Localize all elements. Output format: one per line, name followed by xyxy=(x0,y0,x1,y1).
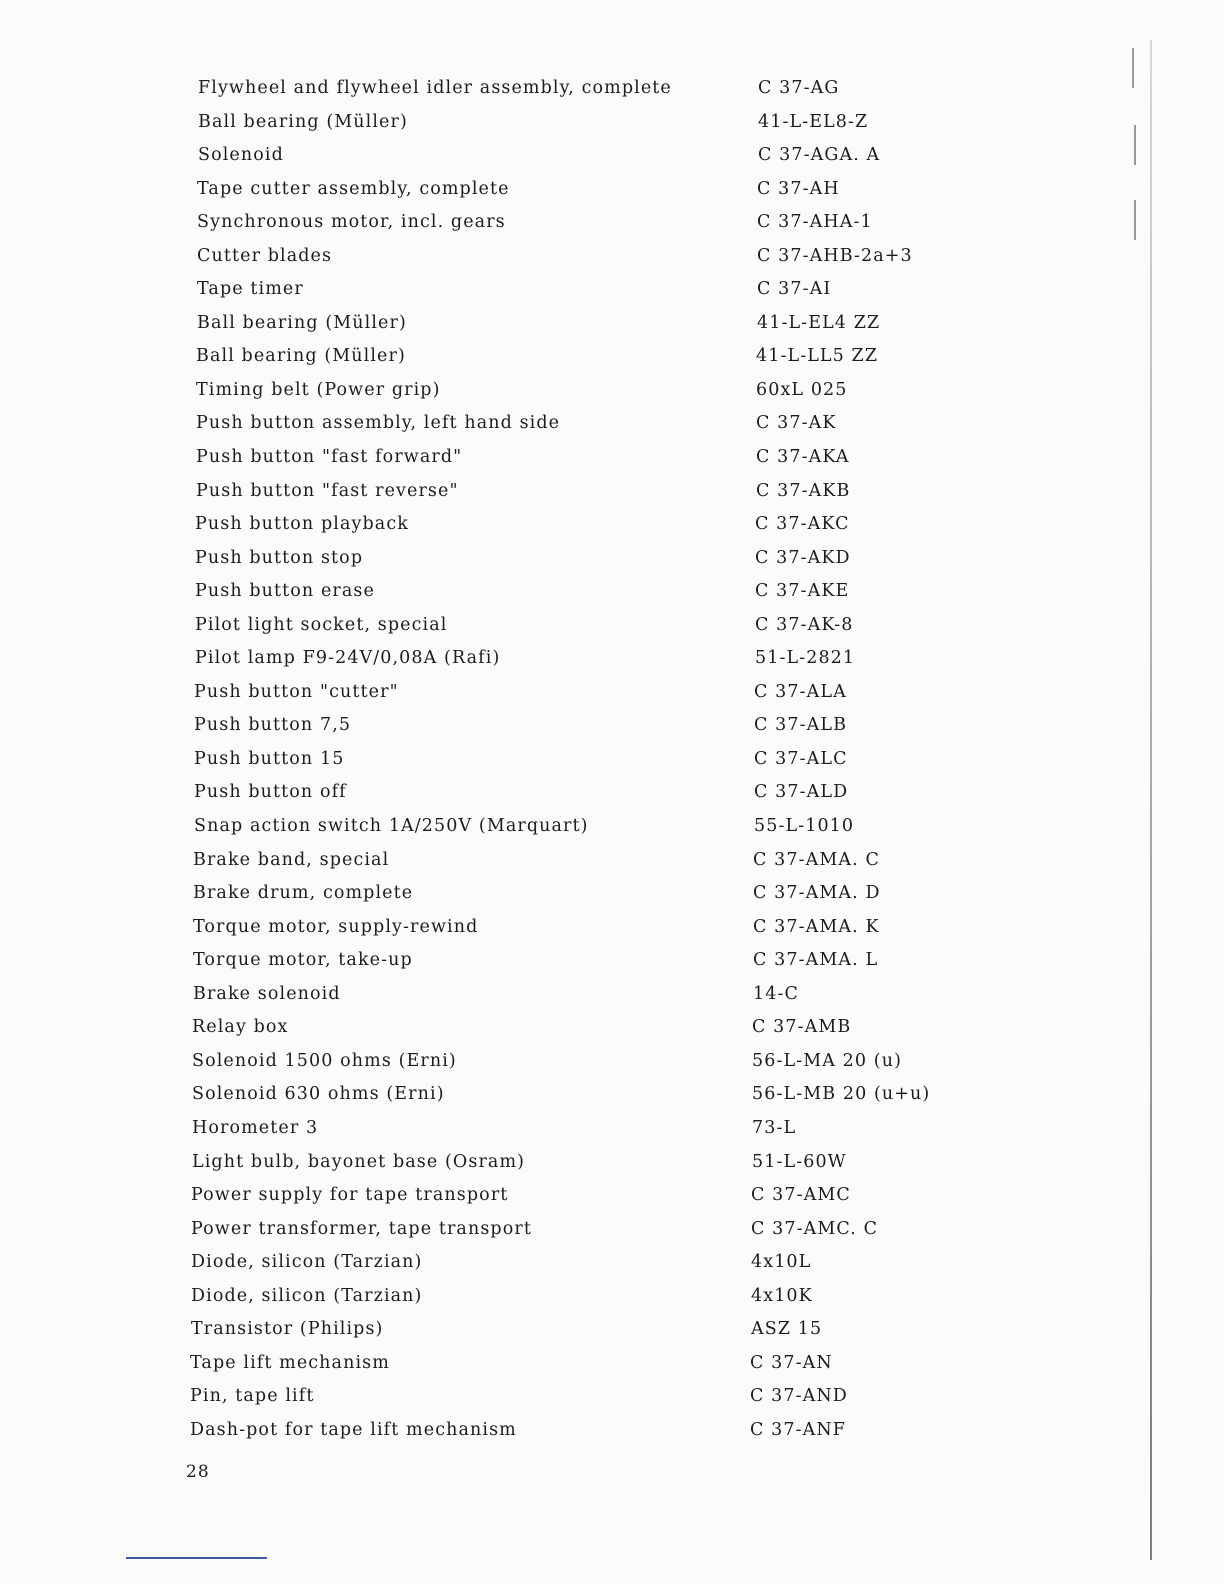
part-description: Snap action switch 1A/250V (Marquart) xyxy=(194,816,589,837)
parts-row xyxy=(192,1146,948,1180)
scan-edge-mark xyxy=(1134,200,1136,240)
parts-row xyxy=(194,776,948,810)
parts-row xyxy=(190,1347,948,1381)
parts-row xyxy=(198,139,948,173)
parts-row xyxy=(193,877,948,911)
part-code: ASZ 15 xyxy=(751,1319,823,1340)
part-code: C 37-AK xyxy=(756,413,837,434)
part-code: C 37-AHB-2a+3 xyxy=(757,245,913,266)
parts-row xyxy=(191,1313,948,1347)
parts-row xyxy=(196,374,948,408)
part-description: Push button playback xyxy=(195,514,409,535)
scan-edge-mark xyxy=(1132,48,1134,88)
part-description: Push button off xyxy=(194,782,347,803)
parts-row xyxy=(192,1112,948,1146)
part-code: 56-L-MA 20 (u) xyxy=(752,1050,902,1071)
parts-row xyxy=(190,1380,948,1414)
parts-row xyxy=(196,475,948,509)
part-description: Push button assembly, left hand side xyxy=(196,413,561,434)
parts-row xyxy=(195,642,948,676)
part-description: Dash-pot for tape lift mechanism xyxy=(190,1419,517,1440)
part-code: C 37-AKD xyxy=(755,547,851,568)
part-description: Solenoid xyxy=(198,145,284,166)
part-description: Flywheel and flywheel idler assembly, complete xyxy=(198,78,672,98)
parts-row xyxy=(196,340,948,374)
part-code: 41-L-LL5 ZZ xyxy=(756,346,879,367)
part-code: C 37-ALD xyxy=(754,782,849,803)
part-code: C 37-AMC. C xyxy=(751,1218,879,1239)
parts-row xyxy=(194,676,948,710)
part-description: Ball bearing (Müller) xyxy=(196,346,406,367)
part-code: 41-L-EL4 ZZ xyxy=(757,312,881,333)
part-code: 55-L-1010 xyxy=(754,816,855,837)
parts-row xyxy=(195,609,948,643)
part-code: 51-L-60W xyxy=(752,1151,847,1172)
part-description: Brake band, special xyxy=(193,849,390,870)
parts-row xyxy=(195,508,948,542)
part-description: Relay box xyxy=(192,1017,289,1038)
part-description: Brake solenoid xyxy=(193,983,341,1004)
part-description: Power transformer, tape transport xyxy=(191,1218,532,1239)
part-code: 4x10K xyxy=(751,1285,813,1306)
parts-list xyxy=(188,72,948,1447)
part-description: Cutter blades xyxy=(197,245,333,266)
parts-row xyxy=(197,307,948,341)
part-code: C 37-AMA. D xyxy=(753,883,881,904)
parts-row xyxy=(191,1213,948,1247)
scan-edge-line xyxy=(1150,40,1152,1560)
part-code: C 37-AG xyxy=(758,78,840,98)
part-description: Diode, silicon (Tarzian) xyxy=(191,1285,423,1306)
part-code: C 37-AMA. C xyxy=(753,849,880,870)
part-code: C 37-ALB xyxy=(754,715,848,736)
part-code: C 37-ALA xyxy=(754,681,847,702)
part-description: Ball bearing (Müller) xyxy=(198,111,408,132)
parts-row xyxy=(192,1045,948,1079)
part-description: Brake drum, complete xyxy=(193,883,414,904)
part-code: C 37-AMB xyxy=(752,1017,852,1038)
parts-row xyxy=(193,944,948,978)
part-code: C 37-AK-8 xyxy=(755,614,854,635)
parts-row xyxy=(196,407,948,441)
parts-row xyxy=(193,844,948,878)
part-code: C 37-AI xyxy=(757,279,832,300)
parts-row xyxy=(194,810,948,844)
part-code: 56-L-MB 20 (u+u) xyxy=(752,1084,931,1105)
part-code: 73-L xyxy=(752,1117,797,1138)
parts-row xyxy=(194,743,948,777)
footer-underline xyxy=(126,1557,267,1559)
part-code: 14-C xyxy=(753,983,799,1004)
part-description: Transistor (Philips) xyxy=(191,1319,384,1340)
part-description: Pilot lamp F9-24V/0,08A (Rafi) xyxy=(195,648,501,669)
parts-row xyxy=(197,173,948,207)
part-description: Horometer 3 xyxy=(192,1117,319,1138)
parts-row xyxy=(192,1011,948,1045)
part-code: C 37-AKA xyxy=(756,447,850,468)
part-description: Push button "cutter" xyxy=(194,681,399,702)
part-code: 60xL 025 xyxy=(756,379,848,400)
parts-row xyxy=(195,575,948,609)
part-code: 4x10L xyxy=(751,1252,812,1273)
parts-row xyxy=(198,106,948,140)
parts-row xyxy=(197,206,948,240)
part-description: Torque motor, supply-rewind xyxy=(193,916,479,937)
part-code: C 37-AKB xyxy=(756,480,851,501)
part-description: Push button 7,5 xyxy=(194,715,352,736)
parts-row xyxy=(193,978,948,1012)
part-description: Push button erase xyxy=(195,581,375,602)
part-code: 41-L-EL8-Z xyxy=(758,111,869,132)
parts-row xyxy=(194,709,948,743)
part-code: C 37-ANF xyxy=(750,1419,847,1440)
part-description: Push button stop xyxy=(195,547,364,568)
parts-row xyxy=(191,1246,948,1280)
parts-row xyxy=(191,1179,948,1213)
part-code: C 37-AGA. A xyxy=(758,145,881,166)
part-code: C 37-AMA. L xyxy=(753,950,879,971)
part-description: Tape timer xyxy=(197,279,304,300)
part-code: C 37-AKC xyxy=(755,514,850,535)
part-code: C 37-ALC xyxy=(754,748,848,769)
part-description: Pilot light socket, special xyxy=(195,614,448,635)
part-description: Timing belt (Power grip) xyxy=(196,379,441,400)
part-description: Push button "fast reverse" xyxy=(196,480,459,501)
part-description: Torque motor, take-up xyxy=(193,950,413,971)
part-description: Synchronous motor, incl. gears xyxy=(197,212,506,233)
parts-row xyxy=(196,441,948,475)
part-description: Power supply for tape transport xyxy=(191,1185,509,1206)
part-description: Pin, tape lift xyxy=(190,1386,315,1407)
part-description: Push button 15 xyxy=(194,748,345,769)
part-description: Light bulb, bayonet base (Osram) xyxy=(192,1151,526,1172)
parts-row xyxy=(198,72,948,106)
part-code: C 37-AKE xyxy=(755,581,850,602)
part-code: C 37-AND xyxy=(750,1386,848,1407)
part-code: C 37-AN xyxy=(750,1352,833,1373)
parts-row xyxy=(193,911,948,945)
page-number: 28 xyxy=(186,1462,210,1482)
parts-row xyxy=(197,273,948,307)
part-description: Tape cutter assembly, complete xyxy=(197,178,510,199)
scan-edge-mark xyxy=(1134,125,1136,165)
part-code: 51-L-2821 xyxy=(755,648,856,669)
part-code: C 37-AMA. K xyxy=(753,916,880,937)
parts-row xyxy=(192,1078,948,1112)
part-code: C 37-AH xyxy=(757,178,840,199)
part-description: Diode, silicon (Tarzian) xyxy=(191,1252,423,1273)
part-code: C 37-AHA-1 xyxy=(757,212,873,233)
parts-row xyxy=(191,1280,948,1314)
parts-row xyxy=(197,240,948,274)
part-description: Solenoid 630 ohms (Erni) xyxy=(192,1084,445,1105)
part-description: Push button "fast forward" xyxy=(196,447,463,468)
parts-row xyxy=(195,542,948,576)
parts-row xyxy=(190,1414,948,1448)
part-description: Solenoid 1500 ohms (Erni) xyxy=(192,1050,457,1071)
part-code: C 37-AMC xyxy=(751,1185,851,1206)
part-description: Tape lift mechanism xyxy=(190,1352,390,1373)
part-description: Ball bearing (Müller) xyxy=(197,312,407,333)
